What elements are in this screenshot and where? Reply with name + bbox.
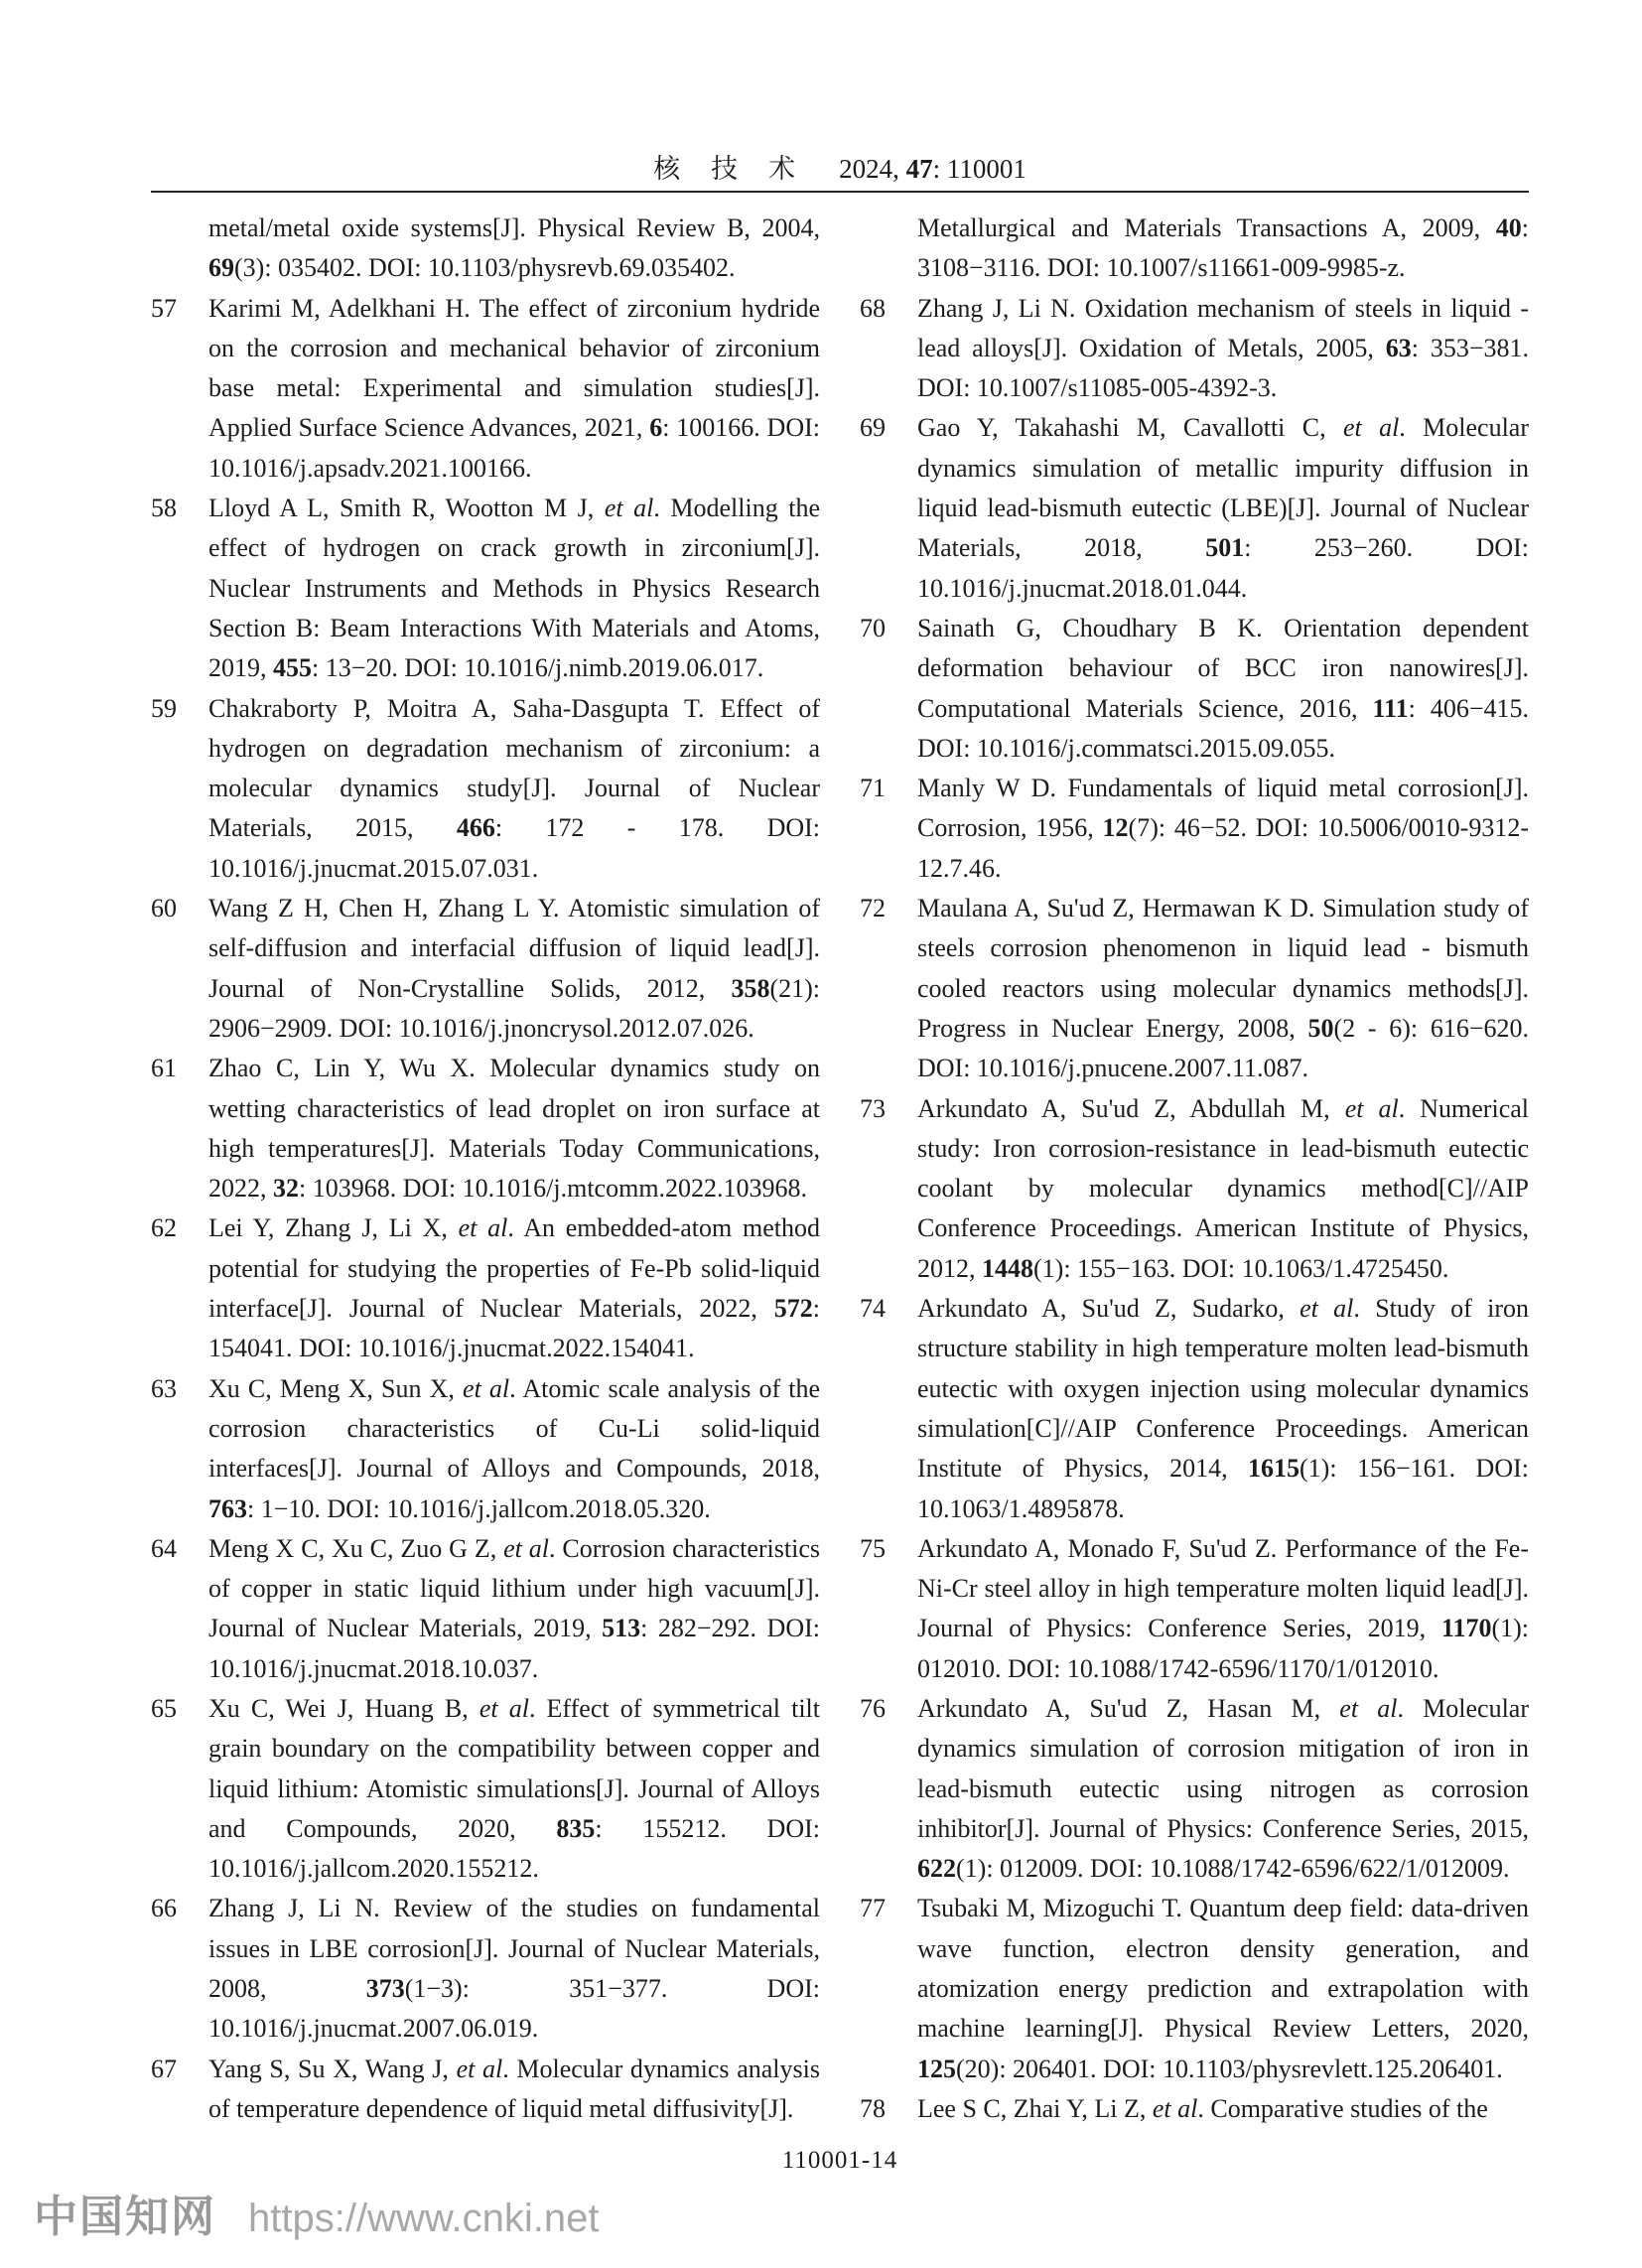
reference-number: 73 — [860, 1093, 886, 1123]
reference-item — [860, 1289, 1529, 1529]
reference-number: 78 — [860, 2093, 886, 2123]
reference-item — [151, 289, 820, 489]
reference-text: Arkundato A, Monado F, Su'ud Z. Performance of the Fe-Ni-Cr steel alloy in high temperature molten liquid lead[J]. Journal of Physics: Conference Series, 2019, 1170(1): 012010. DOI: 10.1088/1742-6596/1170/1/012010. — [917, 1533, 1529, 1683]
reference-item — [860, 1689, 1529, 1889]
reference-column-right — [860, 209, 1529, 2129]
reference-item — [860, 769, 1529, 889]
page-number: 110001-14 — [781, 2147, 898, 2174]
reference-text: Yang S, Su X, Wang J, et al. Molecular dynamics analysis of temperature dependence of liquid metal diffusivity[J]. — [208, 2054, 820, 2123]
issue-volume: 47 — [905, 154, 933, 184]
reference-number: 57 — [151, 293, 177, 323]
reference-text: Chakraborty P, Moitra A, Saha-Dasgupta T. Effect of hydrogen on degradation mechanism of zirconium: a molecular dynamics study[J]. Journal of Nuclear Materials, 2015, 466: 172 - 178. DOI: 10.1016/j.jnucmat.2015.07.031. — [208, 693, 820, 883]
reference-item — [860, 2089, 1529, 2129]
reference-item — [151, 1369, 820, 1529]
reference-item — [151, 1689, 820, 1889]
reference-number — [860, 209, 917, 289]
reference-item — [151, 2050, 820, 2130]
reference-item — [151, 689, 820, 889]
reference-text: Zhao C, Lin Y, Wu X. Molecular dynamics study on wetting characteristics of lead droplet on iron surface at high temperatures[J]. Materials Today Communications, 2022, 32: 103968. DOI: 10.1016/j.mtcomm.2022.103968. — [208, 1054, 820, 1204]
reference-number: 60 — [151, 894, 177, 923]
reference-number: 74 — [860, 1294, 886, 1324]
reference-column-left — [151, 209, 820, 2129]
reference-number: 58 — [151, 494, 177, 523]
reference-text: Karimi M, Adelkhani H. The effect of zirconium hydride on the corrosion and mechanical behavior of zirconium base metal: Experimental and simulation studies[J]. Applied Surface Science Advances, 2021, 6: 100166. DOI: 10.1016/j.apsadv.2021.100166. — [208, 293, 820, 483]
reference-item — [151, 1889, 820, 2049]
reference-item — [151, 489, 820, 688]
reference-text: Arkundato A, Su'ud Z, Hasan M, et al. Molecular dynamics simulation of corrosion mitigation of iron in lead-bismuth eutectic using nitrogen as corrosion inhibitor[J]. Journal of Physics: Conference Series, 2015, 622(1): 012009. DOI: 10.1088/1742-6596/622/1/012009. — [917, 1693, 1529, 1884]
reference-number: 71 — [860, 774, 886, 803]
reference-item — [860, 209, 1529, 289]
reference-number: 72 — [860, 894, 886, 923]
cnki-watermark — [34, 2181, 599, 2244]
reference-text: Xu C, Meng X, Sun X, et al. Atomic scale analysis of the corrosion characteristics of Cu-Li solid-liquid interfaces[J]. Journal of Alloys and Compounds, 2018, 763: 1−10. DOI: 10.1016/j.jallcom.2018.05.320. — [208, 1373, 820, 1523]
reference-text: Metallurgical and Materials Transactions A, 2009, 40: 3108−3116. DOI: 10.1007/s11661-009-9985-z. — [917, 213, 1529, 283]
reference-item — [860, 889, 1529, 1088]
reference-number: 63 — [151, 1373, 177, 1403]
reference-item — [860, 1889, 1529, 2088]
reference-text: Maulana A, Su'ud Z, Hermawan K D. Simulation study of steels corrosion phenomenon in liquid lead - bismuth cooled reactors using molecular dynamics methods[J]. Progress in Nuclear Energy, 2008, 50(2 - 6): 616−620. DOI: 10.1016/j.pnucene.2007.11.087. — [917, 894, 1529, 1083]
reference-text: Zhang J, Li N. Review of the studies on fundamental issues in LBE corrosion[J]. Journal of Nuclear Materials, 2008, 373(1−3): 351−377. DOI: 10.1016/j.jnucmat.2007.06.019. — [208, 1894, 820, 2044]
cnki-logo-text: 中国知网 — [34, 2193, 216, 2241]
reference-list — [151, 209, 1529, 2129]
reference-number: 65 — [151, 1693, 177, 1723]
reference-text: Manly W D. Fundamentals of liquid metal corrosion[J]. Corrosion, 1956, 12(7): 46−52. DOI: 10.5006/0010-9312-12.7.46. — [917, 774, 1529, 883]
reference-text: Sainath G, Choudhary B K. Orientation dependent deformation behaviour of BCC iron nanowires[J]. Computational Materials Science, 2016, 111: 406−415. DOI: 10.1016/j.commatsci.2015.09.055. — [917, 613, 1529, 763]
reference-number — [151, 209, 208, 289]
reference-number: 75 — [860, 1533, 886, 1563]
reference-text: metal/metal oxide systems[J]. Physical Review B, 2004, 69(3): 035402. DOI: 10.1103/physrevb.69.035402. — [208, 213, 820, 283]
reference-number: 67 — [151, 2054, 177, 2083]
cnki-url: https://www.cnki.net — [248, 2197, 600, 2240]
reference-number: 69 — [860, 413, 886, 443]
reference-text: Zhang J, Li N. Oxidation mechanism of steels in liquid - lead alloys[J]. Oxidation of Metals, 2005, 63: 353−381. DOI: 10.1007/s11085-005-4392-3. — [917, 293, 1529, 403]
reference-item — [860, 408, 1529, 608]
reference-number: 62 — [151, 1213, 177, 1243]
reference-number: 77 — [860, 1894, 886, 1923]
header-rule — [151, 191, 1529, 193]
reference-text: Gao Y, Takahashi M, Cavallotti C, et al. Molecular dynamics simulation of metallic impurity diffusion in liquid lead-bismuth eutectic (LBE)[J]. Journal of Nuclear Materials, 2018, 501: 253−260. DOI: 10.1016/j.jnucmat.2018.01.044. — [917, 413, 1530, 603]
reference-item — [151, 889, 820, 1049]
reference-text: Meng X C, Xu C, Zuo G Z, et al. Corrosion characteristics of copper in static liquid lithium under high vacuum[J]. Journal of Nuclear Materials, 2019, 513: 282−292. DOI: 10.1016/j.jnucmat.2018.10.037. — [208, 1533, 820, 1683]
reference-number: 59 — [151, 693, 177, 723]
reference-text: Lei Y, Zhang J, Li X, et al. An embedded-atom method potential for studying the properties of Fe-Pb solid-liquid interface[J]. Journal of Nuclear Materials, 2022, 572: 154041. DOI: 10.1016/j.jnucmat.2022.154041. — [208, 1213, 821, 1363]
reference-text: Wang Z H, Chen H, Zhang L Y. Atomistic simulation of self-diffusion and interfacial diffusion of liquid lead[J]. Journal of Non-Crystalline Solids, 2012, 358(21): 2906−2909. DOI: 10.1016/j.jnoncrysol.2012.07.026. — [208, 894, 820, 1043]
reference-number: 70 — [860, 613, 886, 642]
issue-info — [839, 154, 1026, 184]
reference-item — [151, 1529, 820, 1689]
reference-text: Lloyd A L, Smith R, Wootton M J, et al. Modelling the effect of hydrogen on crack growth in zirconium[J]. Nuclear Instruments and Methods in Physics Research Section B: Beam Interactions With Materials and Atoms, 2019, 455: 13−20. DOI: 10.1016/j.nimb.2019.06.017. — [208, 494, 821, 683]
issue-article-no: : 110001 — [932, 154, 1026, 184]
reference-text: Arkundato A, Su'ud Z, Sudarko, et al. Study of iron structure stability in high temperature molten lead-bismuth eutectic with oxygen injection using molecular dynamics simulation[C]//AIP Conference Proceedings. American Institute of Physics, 2014, 1615(1): 156−161. DOI: 10.1063/1.4895878. — [917, 1294, 1529, 1523]
reference-item — [860, 289, 1529, 409]
page-header — [151, 147, 1529, 186]
reference-item — [860, 609, 1529, 769]
reference-number: 76 — [860, 1693, 886, 1723]
reference-item — [860, 1089, 1529, 1289]
reference-number: 66 — [151, 1894, 177, 1923]
issue-year: 2024, — [839, 154, 906, 184]
reference-text: Arkundato A, Su'ud Z, Abdullah M, et al. Numerical study: Iron corrosion-resistance in lead-bismuth eutectic coolant by molecular dynamics method[C]//AIP Conference Proceedings. American Institute of Physics, 2012, 1448(1): 155−163. DOI: 10.1063/1.4725450. — [917, 1093, 1529, 1283]
reference-text: Tsubaki M, Mizoguchi T. Quantum deep field: data-driven wave function, electron density generation, and atomization energy prediction and extrapolation with machine learning[J]. Physical Review Letters, 2020, 125(20): 206401. DOI: 10.1103/physrevlett.125.206401. — [917, 1894, 1529, 2083]
reference-item — [151, 1208, 820, 1368]
reference-text: Lee S C, Zhai Y, Li Z, et al. Comparative studies of the — [917, 2093, 1488, 2123]
reference-number: 68 — [860, 293, 886, 323]
journal-title: 核 技 术 — [653, 154, 798, 184]
reference-item — [860, 1529, 1529, 1689]
reference-item — [151, 1049, 820, 1208]
reference-text: Xu C, Wei J, Huang B, et al. Effect of symmetrical tilt grain boundary on the compatibility between copper and liquid lithium: Atomistic simulations[J]. Journal of Alloys and Compounds, 2020, 835: 155212. DOI: 10.1016/j.jallcom.2020.155212. — [208, 1693, 820, 1884]
reference-number: 64 — [151, 1533, 177, 1563]
reference-item — [151, 209, 820, 289]
reference-number: 61 — [151, 1054, 177, 1083]
